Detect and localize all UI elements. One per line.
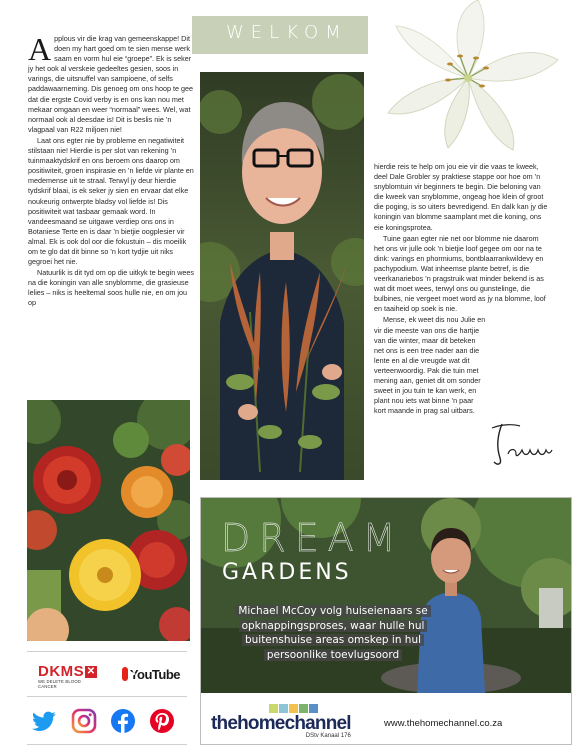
editorial-left-column xyxy=(28,31,195,310)
brand-name: thehomechannel xyxy=(211,713,351,734)
paragraph: pplous vir die krag van gemeenskappe! Dit doen my hart goed om te sien mense werk saam en vorm hul eie “groepe”. Ek is seker jy het ook al verskeie gedeeltes gesien, soos in varings, die uitsnuffel van sampioene, of selfs paddawaarneming. Dis genoeg om ons hoop te gee dat die ergste Covid verby is en ons kan nou met mekaar omgaan en weer “normaal” wees. Wel, wat normaal ook al deesdae is! Dit is beslis nie ’n vlagpaal van R22 miljoen nie! xyxy=(28,34,194,134)
channel-number: DStv Kanaal 176 xyxy=(305,733,351,739)
dkms-tagline: WE DELETE BLOOD CANCER xyxy=(38,679,82,689)
divider xyxy=(27,696,187,697)
twitter-icon[interactable] xyxy=(32,708,58,734)
dkms-x-icon: ✕ xyxy=(86,666,96,677)
facebook-icon[interactable] xyxy=(110,708,136,734)
editor-portrait-photo xyxy=(200,72,364,480)
page-title: WELKOM xyxy=(226,22,348,43)
paragraph: Laat ons egter nie by probleme en negatiwiteit stilstaan nie! Hierdie is per slot van rekening ’n tuinmaaktydskrif en ons beroem ons daarop om positiwiteit, groen inspirasie en ’n liefde vir plante en medemense uit te straal. Terwyl jy deur hierdie tydskrif blaai, is ek seker jy sien en ervaar dat elke noukeurig ontwerpte bladsy vol liefde is! Dis positiwiteit wat tasbaar gemaak word. In vandeesmaand se uitgawe verdiep ons ons in Botaniese Terte en is daar ’n bietjie oogplesier vir almal. Ek is ook dol oor die fokustuin – dis moeilik om te glo dat dit binne so ’n kort tydjie uit niks gegroei het nie. xyxy=(28,135,194,267)
paragraph: Natuurlik is dit tyd om op die uitkyk te begin wees na die koningin van alle snyblomme, die grasieuse lelies – niks is heeltemal soos hulle nie, en om jou op xyxy=(28,268,195,308)
advert-footer xyxy=(201,693,572,745)
dkms-logo-text: DKMS xyxy=(38,663,85,680)
editor-signature xyxy=(488,420,558,468)
youtube-play-icon xyxy=(122,667,128,681)
editorial-right-column xyxy=(374,162,550,417)
paragraph: Mense, ek weet dis nou Julie en vir die meeste van ons die hartjie van die winter, maar dit beteken net ons is een tree nader aan die lente en al die vreugde wat dit verteenwoordig. Pak die tuin met mening aan, geniet dit om sonder sweet in jou tuin te kan werk, en plant nou iets wat binne ’n paar kort maande in prag sal uitbars. xyxy=(374,315,486,416)
lily-photo xyxy=(368,0,576,158)
advert-url-link[interactable]: www.thehomechannel.co.za xyxy=(384,718,503,729)
logo-color-bars xyxy=(269,704,351,713)
dahlias-photo xyxy=(27,400,190,641)
dropcap: A xyxy=(28,31,52,67)
advert-tagline: Michael McCoy volg huiseienaars se opknappingsproses, waar hulle hul buitenshuise areas omskep in hul persoonlike toevlugsoord xyxy=(235,605,430,661)
dkms-logo[interactable] xyxy=(38,663,98,687)
divider xyxy=(27,744,187,745)
paragraph: Tuine gaan egter nie net oor blomme nie daarom het ons vir julle ook ’n bietjie loof gegee om oor na te dink: varings en phormiums, bontblaarrankwildevy en pachypodium. Wat inheemse plante betref, is die veerkanariebos ’n pragstruik wat minder bekend is as wat dit moet wees, terwyl ons ou gunstelinge, die bulbines, nie vergeet moet word as jy na blomme, loof en taaiheid op soek is nie. xyxy=(374,233,546,314)
dream-gardens-advert[interactable] xyxy=(200,497,572,745)
pinterest-icon[interactable] xyxy=(149,708,175,734)
youtube-logo-text: YouTube xyxy=(129,666,180,682)
instagram-icon[interactable] xyxy=(71,708,97,734)
divider xyxy=(27,651,187,652)
advert-headline-dream: DREAM xyxy=(221,516,405,560)
youtube-logo[interactable] xyxy=(122,665,180,683)
the-home-channel-logo[interactable] xyxy=(211,704,351,739)
advert-headline-gardens: GARDENS xyxy=(222,560,352,585)
paragraph: hierdie reis te help om jou eie vir die vaas te kweek, deel Dale Grobler sy praktiese stappe oor hoe om ’n snyblomtuin vir beginners te begin. Die beloning van die kweek van snyblomme, ongeag hoe klein of groot die poging, is so uiters bevredigend. En dalk kan jy die koningin van blomme saamplant met die koning, ons eie koningsprotea. xyxy=(374,162,548,232)
